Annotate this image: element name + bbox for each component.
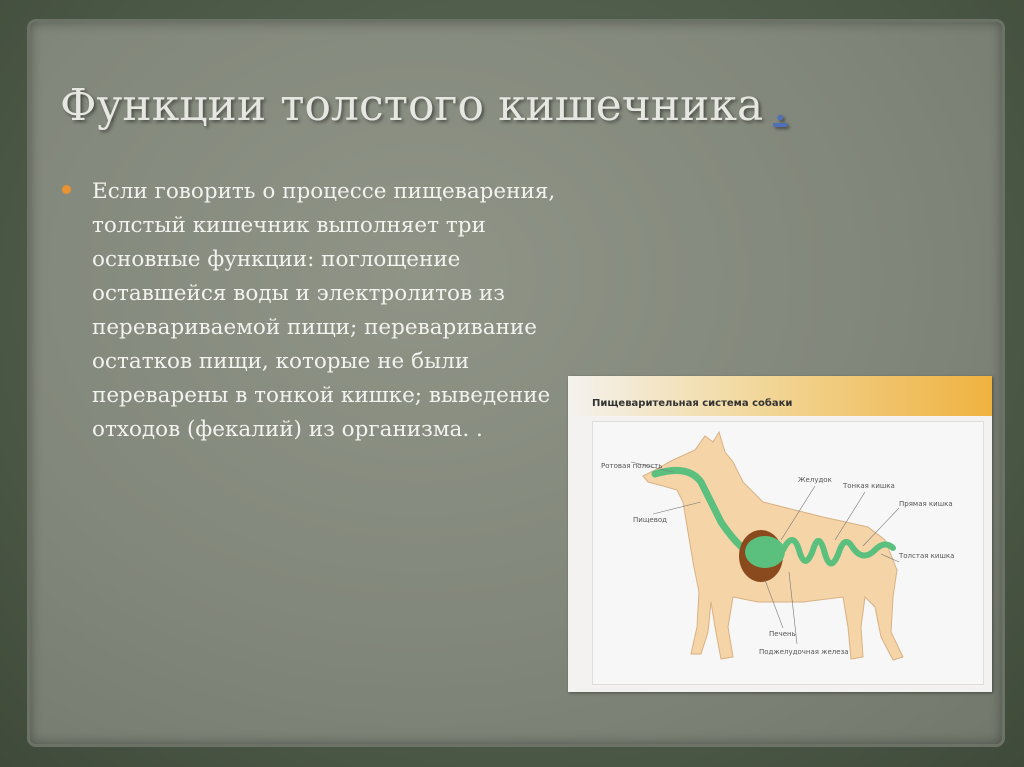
diagram-title: Пищеварительная система собаки <box>592 398 793 409</box>
label-pancreas: Поджелудочная железа <box>759 648 849 656</box>
diagram-canvas <box>592 421 984 685</box>
label-large-intestine: Толстая кишка <box>899 552 955 560</box>
stomach-shape <box>745 536 785 568</box>
label-small-intestine: Тонкая кишка <box>843 482 895 490</box>
label-liver: Печень <box>769 630 796 638</box>
bullet-text: Если говорить о процессе пищеварения, толстый кишечник выполняет три основные функции: поглощение оставшейся воды и электролитов из перевариваемой пищи; переваривание остатков пищи, которые не были переварены в тонкой кишке; выведение отходов (фекалий) из организма. . <box>92 179 556 442</box>
label-rectum: Прямая кишка <box>899 500 953 508</box>
label-esophagus: Пищевод <box>633 516 667 524</box>
label-mouth: Ротовая полость <box>601 462 663 470</box>
slide-title <box>60 80 960 131</box>
dog-digestion-image <box>568 376 992 692</box>
slide-title-link[interactable]: . <box>773 80 788 131</box>
diagram-header-bar <box>568 376 992 416</box>
dog-anatomy-illustration <box>593 422 983 684</box>
bullet-icon <box>62 185 71 194</box>
slide-title-text: Функции толстого кишечника <box>60 80 764 131</box>
bullet-list <box>62 175 562 447</box>
label-stomach: Желудок <box>798 476 832 484</box>
